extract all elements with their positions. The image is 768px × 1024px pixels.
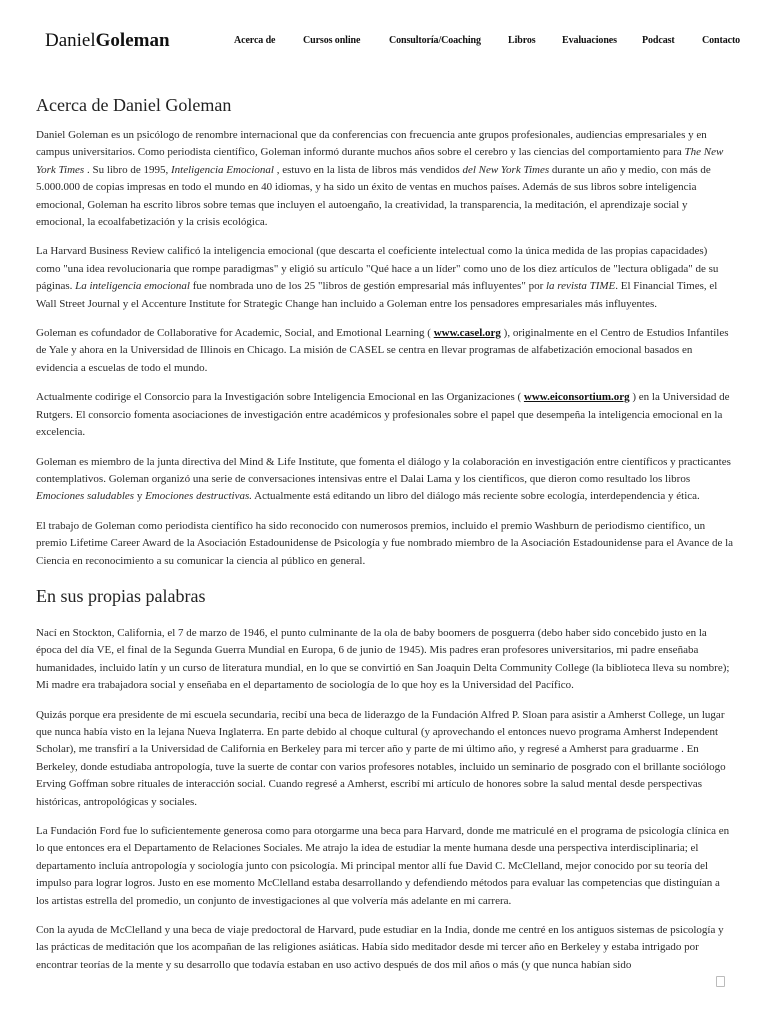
eiconsortium-link[interactable]: www.eiconsortium.org xyxy=(523,391,630,404)
book-title: Emociones destructivas. xyxy=(145,490,253,503)
logo-first-name: Daniel xyxy=(45,30,96,51)
nav-consultoria[interactable]: Consultoría/Coaching xyxy=(389,35,481,46)
text: . Su libro de 1995, xyxy=(84,163,171,176)
text: Actualmente codirige el Consorcio para la Investigación sobre Inteligencia Emocional en las Organizaciones ( xyxy=(36,391,524,404)
nav-contacto[interactable]: Contacto xyxy=(702,35,741,46)
book-title: Emociones saludables xyxy=(36,490,135,503)
text: , estuvo en la lista de libros más vendidos xyxy=(273,163,463,176)
text: ), originalmente en el Centro de Estudios Infantiles de Yale y ahora en la Universidad de Illinois en Chicago. La misión de CASEL se centra en llevar programas de alfabetización emocional basados en evidencia a escuelas de todo el mundo. xyxy=(36,327,729,374)
text: y xyxy=(134,490,146,503)
newspaper-name: The New York Times xyxy=(36,146,724,176)
text: durante un año y medio, con más de 5.000.000 de copias impresas en todo el mundo en 40 idiomas, y ha sido un éxito de ventas en muchos países. Además de sus libros sobre inteligencia emocional, Goleman ha escrito libros sobre temas que incluyen el autoengaño, la creatividad, la transparencia, la meditación, el aprendizaje social y emocional, la ecoalfabetización y la crisis ecológica. xyxy=(36,163,711,229)
about-paragraph-1 xyxy=(36,127,734,231)
about-paragraph-4 xyxy=(36,389,734,441)
own-words-paragraph-3: La Fundación Ford fue lo suficientemente generosa como para otorgarme una beca para Harvard, donde me matriculé en el programa de psicología clínica en lo que entonces era el Departamento de Relaciones Sociales. Me atrajo la idea de estudiar la mente humana desde una perspectiva interdisciplinaria; el departamento incluía antropología y sociología junto con psicología. Mi principal mentor allí fue David C. McClelland, mejor conocido por su teoría del impulso para lograr logros. Justo en ese momento McClelland estaba desarrollando y defendiendo métodos para evaluar las competencias que distinguían a los artistas estrella del promedio, un conjunto de investigaciones al que volvería más adelante en mi carrera. xyxy=(36,825,730,907)
nav-podcast[interactable]: Podcast xyxy=(642,35,675,46)
nav-acerca-de[interactable]: Acerca de xyxy=(234,35,276,46)
text: Actualmente está editando un libro del diálogo más reciente sobre ecología, interdependencia y ética. xyxy=(252,490,700,503)
casel-link[interactable]: www.casel.org xyxy=(433,327,501,340)
about-paragraph-6: El trabajo de Goleman como periodista científico ha sido reconocido con numerosos premios, incluido el premio Washburn de periodismo científico, un premio Lifetime Career Award de la Asociación Estadounidense de Psicología y fue nombrado miembro de la Asociación Estadounidense para el Avance de la Ciencia en reconocimiento a su comunicar la ciencia al público en general. xyxy=(36,519,734,567)
book-title: Inteligencia Emocional xyxy=(170,163,274,176)
text: Daniel Goleman es un psicólogo de renombre internacional que da conferencias con frecuencia ante grupos profesionales, audiencias empresariales y en campus universitarios. Como periodista científico, Goleman informó durante muchos años sobre el cerebro y las ciencias del comportamiento para xyxy=(36,129,707,159)
logo-last-name: Goleman xyxy=(95,30,170,51)
newspaper-name: del New York Times xyxy=(462,163,550,176)
about-heading: Acerca de Daniel Goleman xyxy=(36,95,232,115)
page-corner-icon xyxy=(716,976,725,987)
text: La Harvard Business Review calificó la inteligencia emocional (que descarta el coeficiente intelectual como la única medida de las propias capacidades) como "una idea revolucionaria que rompe paradigmas" y eligió su artículo "Qué hace a un líder" como uno de los diez artículos de "lectura obligada" de su páginas. xyxy=(36,245,719,293)
own-words-paragraph-1: Nací en Stockton, California, el 7 de marzo de 1946, el punto culminante de la ola de baby boomers de posguerra (debo haber sido concebido justo en la época del día VE, el final de la Segunda Guerra Mundial en Europa, 6 de junio de 1945). Mis padres eran profesores universitarios, mi padre enseñaba humanidades, incluido latín y un curso de literatura mundial, en lo que se convirtió en San Joaquin Delta Community College (la biblioteca lleva su nombre); Mi madre era trabajadora social y enseñaba en el departamento de sociología de lo que hoy es la Universidad del Pacífico. xyxy=(36,626,730,692)
magazine-name: la revista TIME xyxy=(546,280,616,293)
nav-cursos-online[interactable]: Cursos online xyxy=(303,35,361,46)
site-header xyxy=(0,0,768,80)
text: . El Financial Times, el Wall Street Journal y el Accenture Institute for Strategic Change han incluido a Goleman entre los pensadores empresariales más influyentes. xyxy=(36,280,718,310)
own-words-paragraph-4: Con la ayuda de McClelland y una beca de viaje predoctoral de Harvard, pude estudiar en la India, donde me centré en los antiguos sistemas de psicología y las prácticas de meditación que los acompañan de las religiones asiáticas. Había sido meditador desde mi tercer año en Berkeley y estaba intrigado por encontrar teorías de la mente y su desarrollo que todavía estaban en uso activo después de dos mil años o más (y que nunca habían sido xyxy=(36,924,724,971)
main-content xyxy=(36,95,734,974)
nav-libros[interactable]: Libros xyxy=(508,35,536,46)
text: Goleman es miembro de la junta directiva del Mind & Life Institute, que fomenta el diálogo y la colaboración en investigación entre científicos y practicantes contemplativos. Goleman organizó una serie de conversaciones intensivas entre el Dalai Lama y los científicos, que dieron como resultado los libros xyxy=(36,455,731,485)
text: Goleman es cofundador de Collaborative for Academic, Social, and Emotional Learning ( xyxy=(36,327,434,340)
about-paragraph-5 xyxy=(36,454,734,506)
nav-evaluaciones[interactable]: Evaluaciones xyxy=(562,35,617,46)
site-logo[interactable] xyxy=(45,30,170,52)
about-paragraph-3 xyxy=(36,325,734,377)
text: fue nombrada uno de los 25 "libros de gestión empresarial más influyentes" por xyxy=(189,280,546,293)
text: ) en la Universidad de Rutgers. El consorcio fomenta asociaciones de investigación entre académicos y profesionales sobre el papel que desempeña la inteligencia emocional en la excelencia. xyxy=(36,391,730,439)
about-paragraph-2 xyxy=(36,243,734,313)
own-words-paragraph-2: Quizás porque era presidente de mi escuela secundaria, recibí una beca de liderazgo de la Fundación Alfred P. Sloan para asistir a Amherst College, un lugar que nunca había visto en la lejana Nueva Inglaterra. En parte debido al choque cultural (y aprovechando el entonces nuevo programa Amherst Independent Scholar), me transfirí a la Universidad de California en Berkeley para mi tercer año y parte de mi último año, y regresé a Amherst para graduarme . En Berkeley, donde estudiaba antropología, tuve la suerte de contar con varios profesores notables, incluido un seminario de posgrado con el brillante sociólogo Erving Goffman sobre rituales de interacción social. Cuando regresé a Amherst, escribí mi artículo de honores sobre la salud mental desde perspectivas históricas, antropológicas y sociales. xyxy=(36,708,726,808)
own-words-heading: En sus propias palabras xyxy=(36,585,206,606)
book-title: La inteligencia emocional xyxy=(75,280,190,293)
